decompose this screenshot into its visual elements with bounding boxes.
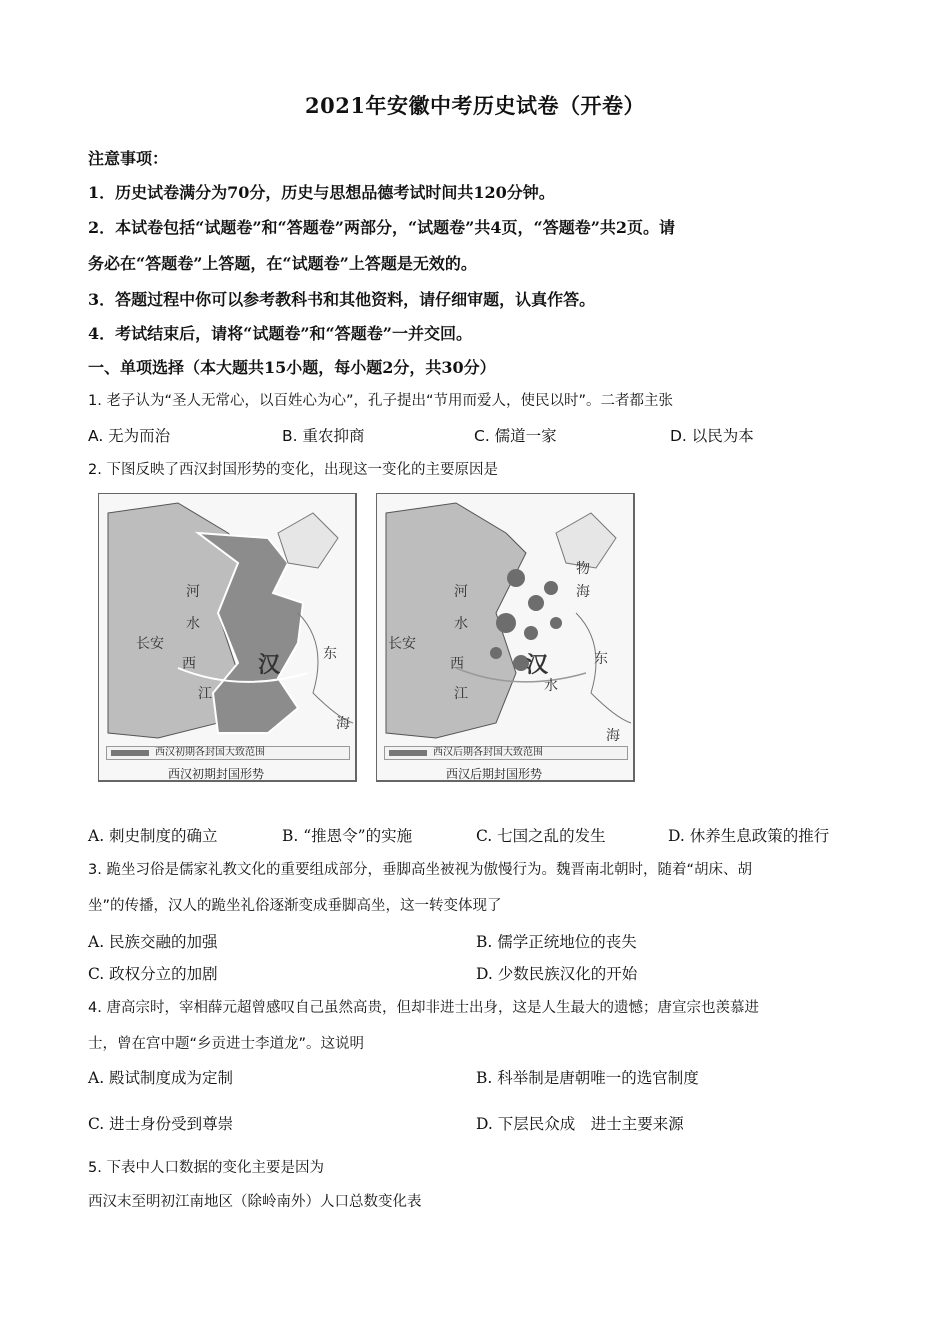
question-4-stem: 4. 唐高宗时，宰相薛元超曾感叹自己虽然高贵，但却非进士出身，这是人生最大的遗憾；唐宣宗也羡慕进 [88,1000,759,1016]
map-early-western-han [98,493,358,783]
q2-option-b[interactable]: B. “推恩令”的实施 [282,827,413,845]
q3-option-b[interactable]: B. 儒学正统地位的丧失 [476,933,637,951]
q4-option-a[interactable]: A. 殿试制度成为定制 [88,1069,234,1087]
map-label: 海 [606,728,620,744]
map-legend: 西汉初期各封国大致范围 [106,746,350,760]
notice-heading: 注意事项： [88,149,169,168]
map-label: 水 [454,616,468,632]
map-label: 西 [450,656,464,672]
q5-table-title: 西汉末至明初江南地区（除岭南外）人口总数变化表 [88,1194,422,1210]
map-label: 海 [336,716,350,732]
map-label-han: 汉 [258,652,281,678]
q4-option-d[interactable]: D. 下层民众成 进士主要来源 [476,1115,684,1133]
question-4-stem-cont: 士，曾在宫中题“乡贡进士李道龙”。这说明 [88,1036,365,1052]
q3-option-a[interactable]: A. 民族交融的加强 [88,933,218,951]
map-legend: 西汉后期各封国大致范围 [384,746,628,760]
question-3-stem: 3. 跪坐习俗是儒家礼教文化的重要组成部分，垂脚高坐被视为傲慢行为。魏晋南北朝时，随着“胡床、胡 [88,862,752,878]
question-5-stem: 5. 下表中人口数据的变化主要是因为 [88,1160,324,1176]
q3-option-c[interactable]: C. 政权分立的加剧 [88,965,218,983]
map-late-western-han [376,493,636,783]
map-label: 水 [186,616,200,632]
q1-option-b[interactable]: B. 重农抑商 [282,427,365,445]
q4-option-c[interactable]: C. 进士身份受到尊崇 [88,1115,234,1133]
page-title: 2021年安徽中考历史试卷（开卷） [305,93,645,118]
q4-option-b[interactable]: B. 科举制是唐朝唯一的选官制度 [476,1069,699,1087]
map-caption: 西汉初期封国形势 [168,767,265,781]
notice-item: 3．答题过程中你可以参考教科书和其他资料，请仔细审题，认真作答。 [88,290,596,309]
map-label: 河 [186,584,200,600]
question-2-stem: 2. 下图反映了西汉封国形势的变化，出现这一变化的主要原因是 [88,462,498,478]
map-label-han: 汉 [526,652,549,678]
q1-option-a[interactable]: A. 无为而治 [88,427,171,445]
q3-option-d[interactable]: D. 少数民族汉化的开始 [476,965,638,983]
map-label: 河 [454,584,468,600]
map-label: 江 [454,686,468,702]
map-label: 东 [323,646,337,662]
map-label: 物 [576,561,590,577]
notice-item: 4．考试结束后，请将“试题卷”和“答题卷”一并交回。 [88,324,472,343]
q2-option-a[interactable]: A. 刺史制度的确立 [88,827,218,845]
notice-item: 务必在“答题卷”上答题，在“试题卷”上答题是无效的。 [88,254,477,273]
map-label: 海 [576,584,590,600]
map-label: 东 [594,651,608,667]
question-3-stem-cont: 坐”的传播，汉人的跪坐礼俗逐渐变成垂脚高坐，这一转变体现了 [88,898,502,914]
map-caption: 西汉后期封国形势 [446,767,543,781]
map-label: 西 [182,656,196,672]
q2-option-c[interactable]: C. 七国之乱的发生 [476,827,606,845]
section-heading: 一、单项选择（本大题共15小题，每小题2分，共30分） [88,358,496,377]
map-label-changan: 长安 [388,636,416,652]
map-label: 水 [544,678,558,694]
q2-map-figure [92,493,652,793]
notice-item: 2．本试卷包括“试题卷”和“答题卷”两部分，“试题卷”共4页，“答题卷”共2页。请 [88,218,676,237]
q1-option-c[interactable]: C. 儒道一家 [474,427,557,445]
q2-option-d[interactable]: D. 休养生息政策的推行 [668,827,830,845]
question-1-stem: 1. 老子认为“圣人无常心，以百姓心为心”，孔子提出“节用而爱人，使民以时”。二者都主张 [88,393,673,409]
notice-item: 1．历史试卷满分为70分，历史与思想品德考试时间共120分钟。 [88,183,555,202]
map-label-changan: 长安 [136,636,164,652]
map-label: 江 [198,686,212,702]
q1-option-d[interactable]: D. 以民为本 [670,427,754,445]
